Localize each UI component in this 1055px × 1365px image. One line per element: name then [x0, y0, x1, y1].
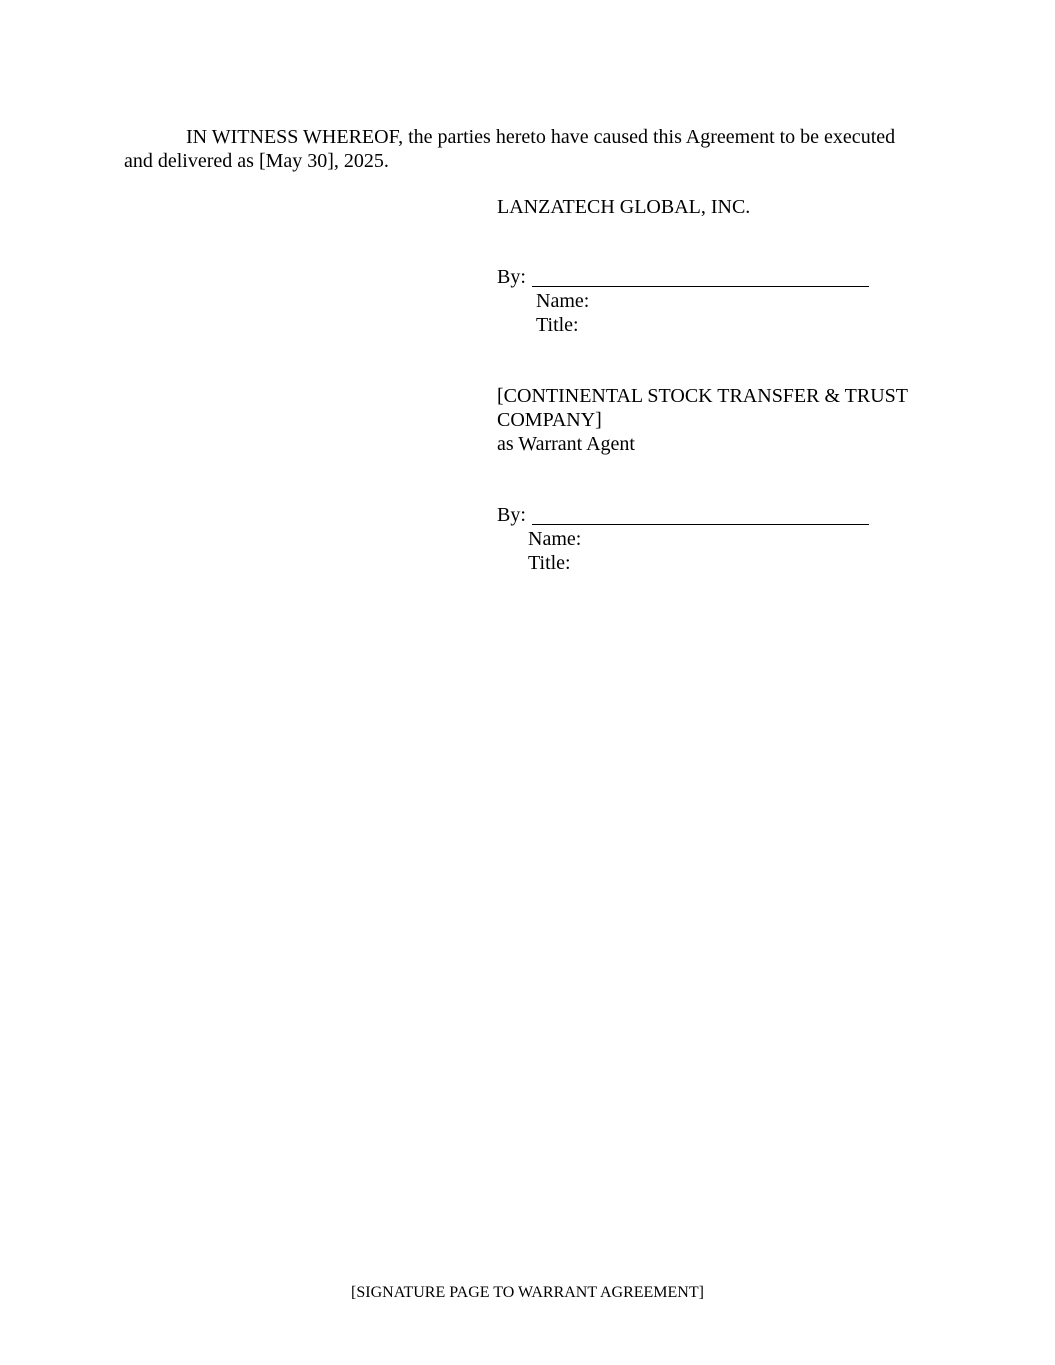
title-label: Title:	[528, 552, 571, 574]
warrant-agent-role: as Warrant Agent	[497, 433, 635, 455]
signature-line	[532, 524, 869, 525]
witness-clause-line-1: IN WITNESS WHEREOF, the parties hereto have caused this Agreement to be executed	[186, 126, 896, 148]
name-label: Name:	[528, 528, 582, 550]
company-name: LANZATECH GLOBAL, INC.	[497, 196, 751, 218]
title-label: Title:	[536, 314, 579, 336]
signature-line	[532, 286, 869, 287]
warrant-agent-name-line-2: COMPANY]	[497, 409, 602, 431]
name-label: Name:	[536, 290, 590, 312]
warrant-agent-name-line-1: [CONTINENTAL STOCK TRANSFER & TRUST	[497, 385, 909, 407]
by-label: By:	[497, 266, 526, 288]
by-label: By:	[497, 504, 526, 526]
page-footer: [SIGNATURE PAGE TO WARRANT AGREEMENT]	[351, 1284, 704, 1301]
witness-clause-line-2: and delivered as [May 30], 2025.	[124, 150, 389, 172]
